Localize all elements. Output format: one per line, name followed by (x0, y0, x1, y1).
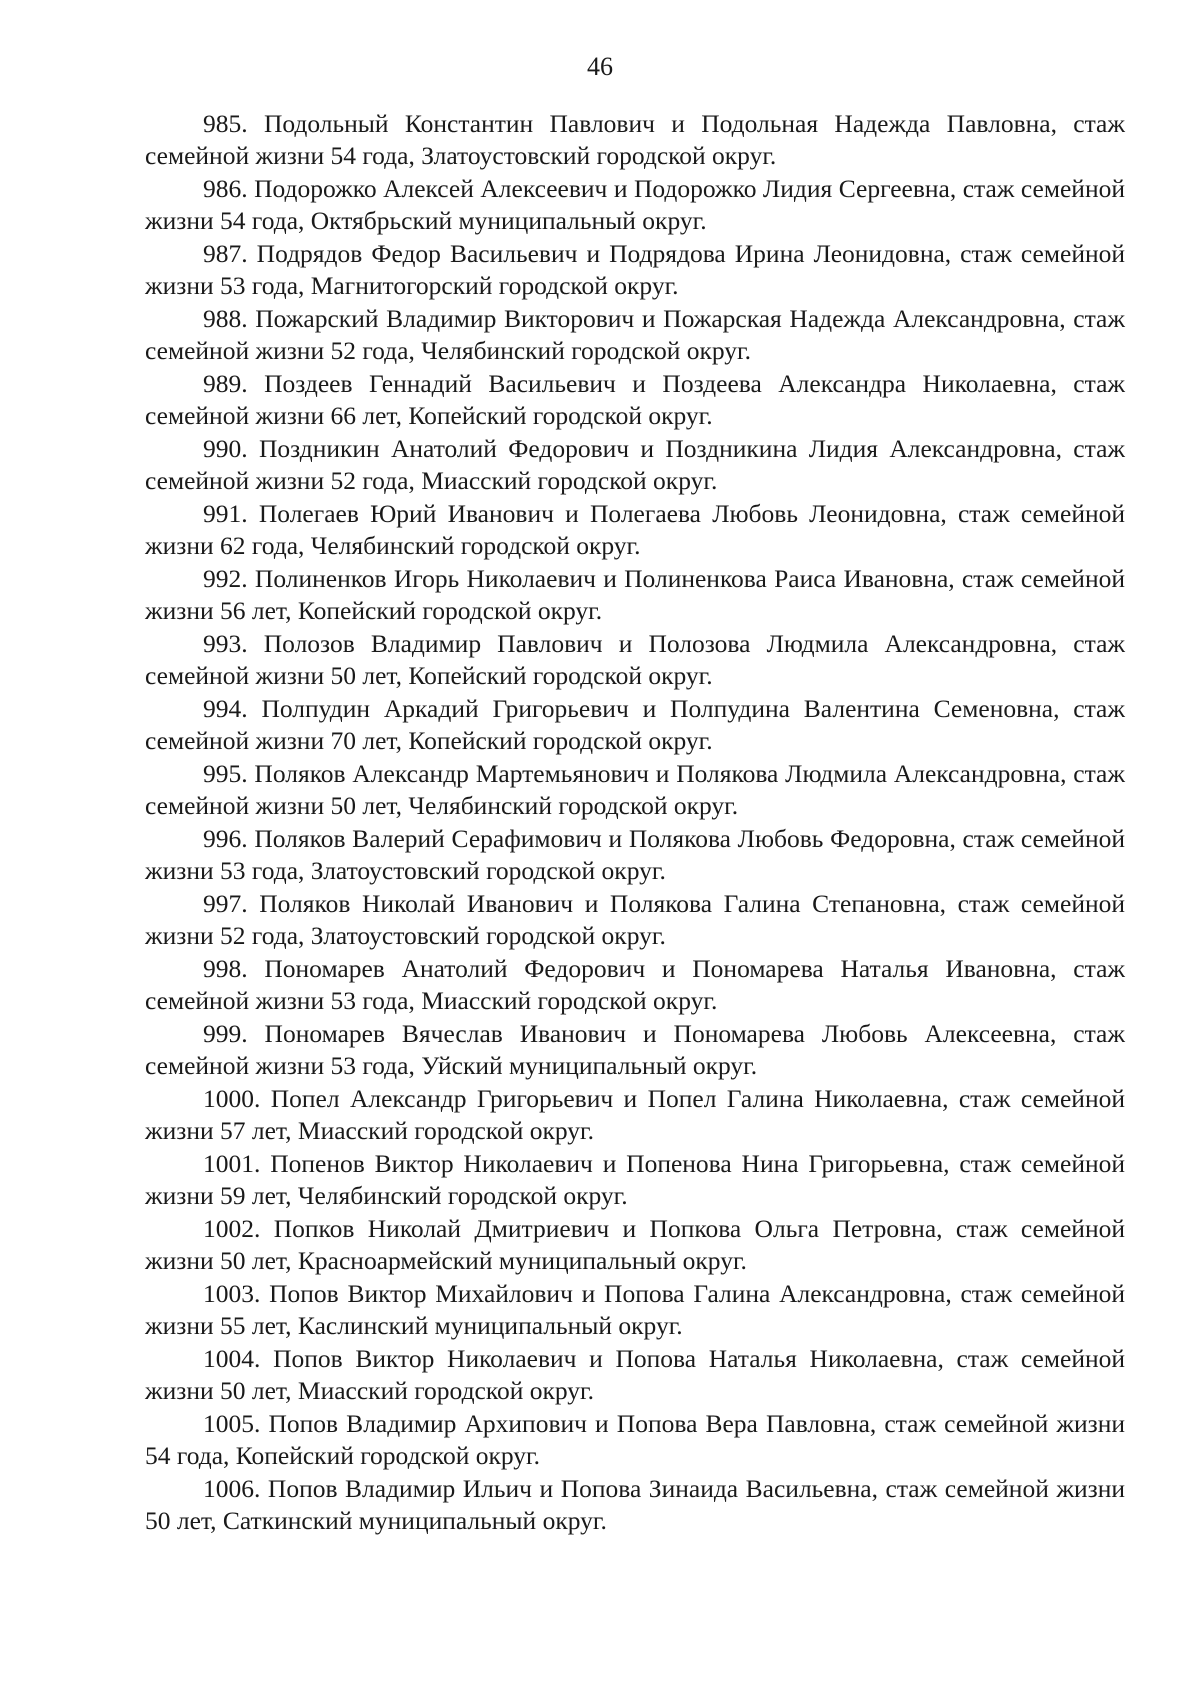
list-item (145, 758, 1125, 821)
list-item (145, 1083, 1125, 1146)
entry-number: 985. (203, 109, 248, 138)
entry-number: 991. (203, 499, 248, 528)
list-item (145, 1408, 1125, 1471)
entry-number: 989. (203, 369, 248, 398)
entry-number: 1004. (203, 1344, 261, 1373)
entry-text: Подорожко Алексей Алексеевич и Подорожко Лидия Сергеевна, стаж семейной жизни 54 года, Октябрьский муниципальный округ. (145, 174, 1125, 235)
entry-number: 993. (203, 629, 248, 658)
entry-text: Поздеев Геннадий Васильевич и Поздеева Александра Николаевна, стаж семейной жизни 66 лет, Копейский городской округ. (145, 369, 1126, 430)
award-list (145, 108, 1125, 1538)
entry-number: 986. (203, 174, 248, 203)
entry-text: Попов Владимир Ильич и Попова Зинаида Васильевна, стаж семейной жизни 50 лет, Саткинский муниципальный округ. (145, 1474, 1125, 1535)
entry-text: Поздникин Анатолий Федорович и Поздникина Лидия Александровна, стаж семейной жизни 52 года, Миасский городской округ. (145, 434, 1125, 495)
entry-text: Пономарев Вячеслав Иванович и Пономарева Любовь Алексеевна, стаж семейной жизни 53 года, Уйский муниципальный округ. (145, 1019, 1125, 1080)
page-number: 46 (587, 52, 613, 81)
entry-number: 1002. (203, 1214, 261, 1243)
list-item (145, 628, 1125, 691)
entry-text: Полпудин Аркадий Григорьевич и Полпудина Валентина Семеновна, стаж семейной жизни 70 лет, Копейский городской округ. (145, 694, 1125, 755)
list-item (145, 303, 1125, 366)
list-item (145, 1148, 1125, 1211)
entry-text: Пожарский Владимир Викторович и Пожарская Надежда Александровна, стаж семейной жизни 52 года, Челябинский городской округ. (145, 304, 1125, 365)
list-item (145, 108, 1125, 171)
entry-number: 994. (203, 694, 248, 723)
entry-text: Поляков Николай Иванович и Полякова Галина Степановна, стаж семейной жизни 52 года, Златоустовский городской округ. (145, 889, 1126, 950)
list-item (145, 1343, 1125, 1406)
list-item (145, 1473, 1125, 1536)
entry-number: 992. (203, 564, 248, 593)
list-item (145, 1278, 1125, 1341)
entry-text: Полиненков Игорь Николаевич и Полиненкова Раиса Ивановна, стаж семейной жизни 56 лет, Копейский городской округ. (145, 564, 1125, 625)
entry-number: 990. (203, 434, 248, 463)
list-item (145, 368, 1125, 431)
entry-number: 1003. (203, 1279, 261, 1308)
entry-text: Попов Владимир Архипович и Попова Вера Павловна, стаж семейной жизни 54 года, Копейский городской округ. (145, 1409, 1125, 1470)
list-item (145, 953, 1125, 1016)
entry-text: Полегаев Юрий Иванович и Полегаева Любовь Леонидовна, стаж семейной жизни 62 года, Челябинский городской округ. (145, 499, 1126, 560)
entry-number: 996. (203, 824, 248, 853)
list-item (145, 693, 1125, 756)
entry-number: 1000. (203, 1084, 261, 1113)
entry-text: Подрядов Федор Васильевич и Подрядова Ирина Леонидовна, стаж семейной жизни 53 года, Магнитогорский городской округ. (145, 239, 1126, 300)
list-item (145, 238, 1125, 301)
list-item (145, 1018, 1125, 1081)
entry-text: Попенов Виктор Николаевич и Попенова Нина Григорьевна, стаж семейной жизни 59 лет, Челябинский городской округ. (145, 1149, 1126, 1210)
entry-number: 997. (203, 889, 248, 918)
entry-text: Попов Виктор Михайлович и Попова Галина Александровна, стаж семейной жизни 55 лет, Каслинский муниципальный округ. (145, 1279, 1126, 1340)
entry-number: 987. (203, 239, 248, 268)
entry-text: Поляков Александр Мартемьянович и Полякова Людмила Александровна, стаж семейной жизни 50 лет, Челябинский городской округ. (145, 759, 1125, 820)
entry-number: 988. (203, 304, 248, 333)
entry-number: 1005. (203, 1409, 261, 1438)
entry-number: 999. (203, 1019, 248, 1048)
entry-text: Полозов Владимир Павлович и Полозова Людмила Александровна, стаж семейной жизни 50 лет, Копейский городской округ. (145, 629, 1126, 690)
list-item (145, 433, 1125, 496)
entry-number: 998. (203, 954, 248, 983)
entry-number: 1001. (203, 1149, 261, 1178)
entry-text: Попков Николай Дмитриевич и Попкова Ольга Петровна, стаж семейной жизни 50 лет, Красноармейский муниципальный округ. (145, 1214, 1125, 1275)
list-item (145, 173, 1125, 236)
list-item (145, 888, 1125, 951)
entry-text: Попел Александр Григорьевич и Попел Галина Николаевна, стаж семейной жизни 57 лет, Миасский городской округ. (145, 1084, 1125, 1145)
list-item (145, 563, 1125, 626)
list-item (145, 823, 1125, 886)
entry-number: 1006. (203, 1474, 261, 1503)
entry-text: Подольный Константин Павлович и Подольная Надежда Павловна, стаж семейной жизни 54 года, Златоустовский городской округ. (145, 109, 1125, 170)
entry-text: Пономарев Анатолий Федорович и Пономарева Наталья Ивановна, стаж семейной жизни 53 года, Миасский городской округ. (145, 954, 1126, 1015)
entry-number: 995. (203, 759, 248, 788)
entry-text: Попов Виктор Николаевич и Попова Наталья Николаевна, стаж семейной жизни 50 лет, Миасский городской округ. (145, 1344, 1126, 1405)
entry-text: Поляков Валерий Серафимович и Полякова Любовь Федоровна, стаж семейной жизни 53 года, Златоустовский городской округ. (145, 824, 1126, 885)
list-item (145, 498, 1125, 561)
list-item (145, 1213, 1125, 1276)
